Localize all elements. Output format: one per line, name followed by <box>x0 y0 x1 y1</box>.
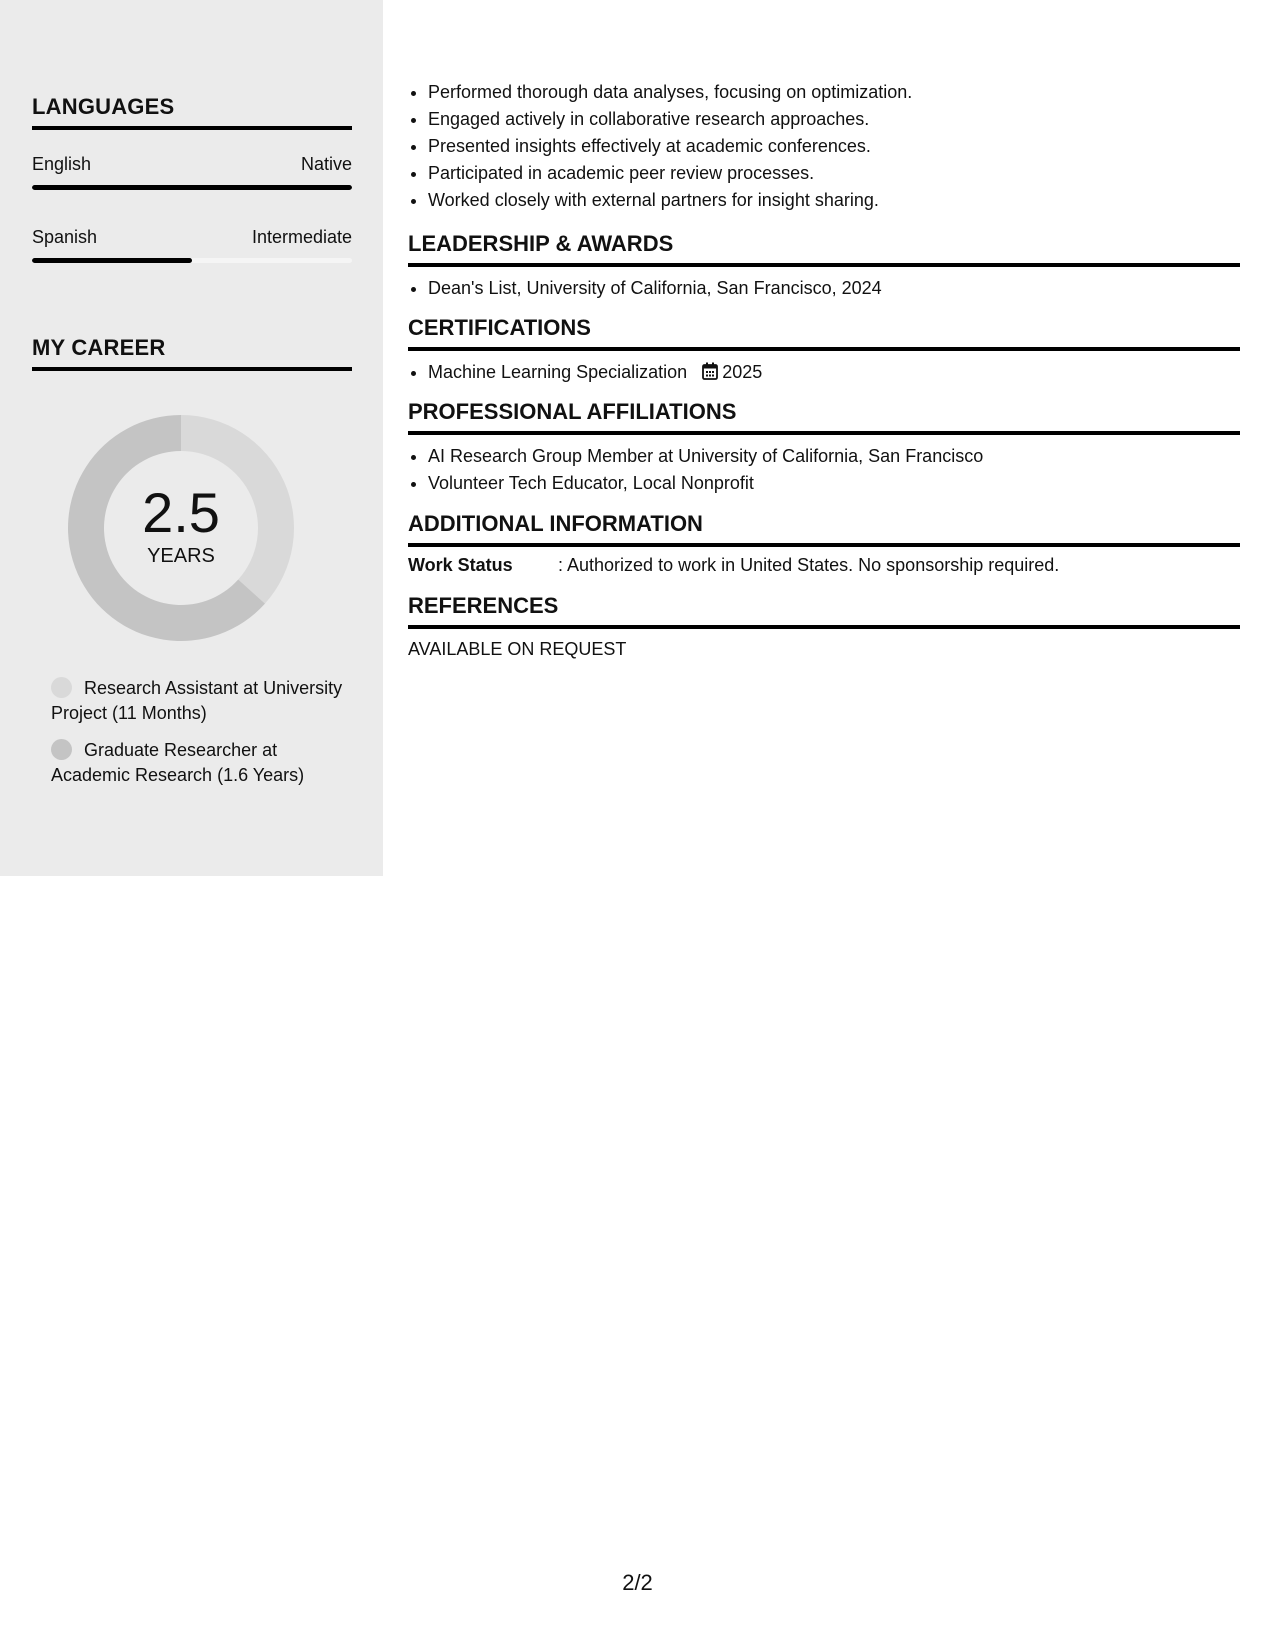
legend-dot-icon <box>51 739 72 760</box>
language-proficiency-bar <box>32 185 352 190</box>
experience-bullet-list <box>408 79 1240 214</box>
affiliation-item: • AI Research Group Member at University of California, San Francisco <box>428 443 1240 470</box>
career-legend-label: Graduate Researcher at Academic Research (1.6 Years) <box>51 740 305 785</box>
language-proficiency-fill <box>32 185 352 190</box>
affiliations-section <box>408 399 1240 497</box>
language-level: Native <box>300 154 352 174</box>
career-rule <box>32 367 352 371</box>
languages-title: LANGUAGES <box>32 94 175 119</box>
work-status-row <box>408 555 1240 576</box>
affiliations-list <box>408 443 1240 497</box>
references-rule <box>408 625 1240 629</box>
affiliations-rule <box>408 431 1240 435</box>
experience-bullet: • Performed thorough data analyses, focusing on optimization. <box>428 79 1240 106</box>
leadership-item: • Dean's List, University of California, San Francisco, 2024 <box>428 275 1240 302</box>
experience-bullet: • Participated in academic peer review processes. <box>428 160 1240 187</box>
career-section <box>32 335 352 371</box>
language-proficiency-bar <box>32 258 352 263</box>
additional-info-section <box>408 511 1240 576</box>
career-total-unit: YEARS <box>147 544 215 567</box>
work-status-label: Work Status <box>408 555 513 575</box>
career-donut-chart <box>66 413 296 643</box>
leadership-title: LEADERSHIP & AWARDS <box>408 231 674 256</box>
page-number: 2/2 <box>622 1570 653 1595</box>
language-item-english <box>32 154 352 190</box>
career-total <box>66 413 296 643</box>
references-text: AVAILABLE ON REQUEST <box>408 639 627 659</box>
career-legend-label: Research Assistant at University Project (11 Months) <box>51 678 343 723</box>
language-name: English <box>32 154 92 174</box>
certifications-title: CERTIFICATIONS <box>408 315 591 340</box>
additional-info-rule <box>408 543 1240 547</box>
experience-bullet: • Engaged actively in collaborative research approaches. <box>428 106 1240 133</box>
language-proficiency-fill <box>32 258 192 263</box>
languages-rule <box>32 126 352 130</box>
certification-name: Machine Learning Specialization <box>428 362 688 382</box>
certification-item <box>428 359 1240 386</box>
career-legend-item <box>51 676 351 726</box>
references-section <box>408 593 1240 660</box>
leadership-section <box>408 231 1240 302</box>
experience-bullet: • Worked closely with external partners for insight sharing. <box>428 187 1240 214</box>
career-legend-item <box>51 738 351 788</box>
calendar-icon <box>702 362 718 380</box>
career-title: MY CAREER <box>32 335 166 360</box>
language-level: Intermediate <box>251 227 352 247</box>
work-status-value: : Authorized to work in United States. No sponsorship required. <box>558 555 1060 575</box>
language-name: Spanish <box>32 227 98 247</box>
leadership-rule <box>408 263 1240 267</box>
affiliation-item: • Volunteer Tech Educator, Local Nonprofit <box>428 470 1240 497</box>
affiliations-title: PROFESSIONAL AFFILIATIONS <box>408 399 737 424</box>
certification-year: 2025 <box>722 362 763 382</box>
languages-section <box>32 94 352 263</box>
career-total-number: 2.5 <box>142 480 220 544</box>
legend-dot-icon <box>51 677 72 698</box>
sidebar <box>0 0 383 876</box>
language-item-spanish <box>32 227 352 263</box>
leadership-list <box>408 275 1240 302</box>
references-title: REFERENCES <box>408 593 559 618</box>
experience-bullet: • Presented insights effectively at academic conferences. <box>428 133 1240 160</box>
certifications-list <box>408 359 1240 386</box>
experience-bullets-section <box>408 79 1240 214</box>
certifications-section <box>408 315 1240 386</box>
additional-info-title: ADDITIONAL INFORMATION <box>408 511 703 536</box>
certifications-rule <box>408 347 1240 351</box>
